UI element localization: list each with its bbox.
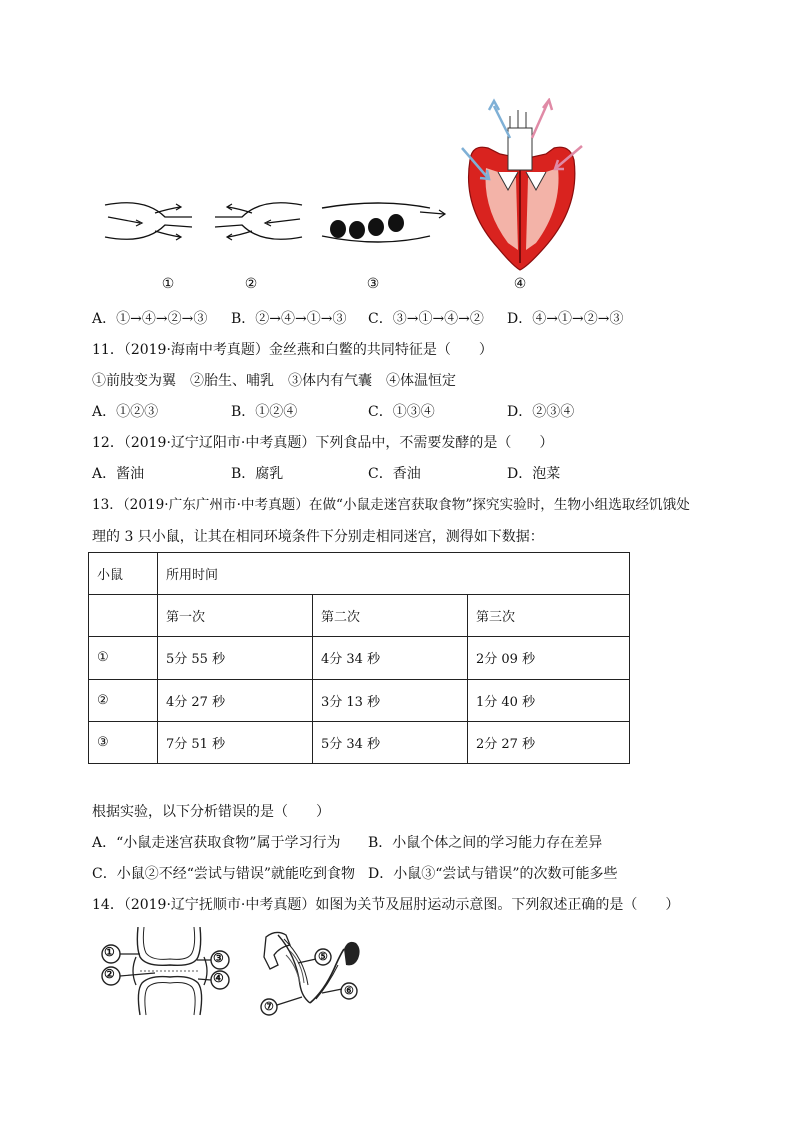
q11-option-a[interactable]: A．①②③ [92,404,159,420]
heart-diagram-4 [458,98,588,273]
q13-option-c[interactable]: C．小鼠②不经“尝试与错误”就能吃到食物 [92,866,356,882]
arm-label-5: ⑤ [318,950,328,963]
q13-option-d[interactable]: D．小鼠③“尝试与错误”的次数可能多些 [368,866,618,882]
q10-option-a[interactable]: A．①→④→②→③ [92,311,208,327]
figure-label-3: ③ [366,276,380,292]
table-header-row [89,553,630,595]
figure-label-2: ② [244,276,258,292]
q12-stem: 12．（2019·辽宁辽阳市·中考真题）下列食品中，不需要发酵的是（ ） [92,435,554,451]
arm-label-7: ⑦ [264,1000,274,1013]
table-row: ③ 7分 51 秒 5分 34 秒 2分 27 秒 [89,721,630,763]
q10-option-d[interactable]: D．④→①→②→③ [507,311,624,327]
q11-option-b[interactable]: B．①②④ [231,404,298,420]
q10-option-c[interactable]: C．③→①→④→② [368,311,484,327]
q14-stem: 14．（2019·辽宁抚顺市·中考真题）如图为关节及屈肘运动示意图。下列叙述正确的是（ ） [92,897,680,913]
q12-option-a[interactable]: A．酱油 [92,466,145,482]
q13-stem-line2: 理的 3 只小鼠，让其在相同环境条件下分别走相同迷宫，测得如下数据： [92,529,544,545]
capillary-diagram-3 [320,198,448,248]
q12-option-b[interactable]: B．腐乳 [231,466,284,482]
joint-label-3: ③ [213,951,224,965]
q11-stem: 11．（2019·海南中考真题）金丝燕和白鳖的共同特征是（ ） [92,342,493,358]
q13-question: 根据实验，以下分析错误的是（ ） [92,804,330,820]
q11-option-d[interactable]: D．②③④ [507,404,575,420]
figure-label-4: ④ [513,276,527,292]
flow-diagram-1 [100,195,195,250]
subheader-trial-2: 第二次 [313,595,468,637]
flow-diagram-2 [212,195,307,250]
subheader-trial-1: 第一次 [158,595,313,637]
q12-option-d[interactable]: D．泡菜 [507,466,561,482]
q12-option-c[interactable]: C．香油 [368,466,421,482]
q13-stem-line1: 13．（2019·广东广州市·中考真题）在做“小鼠走迷宫获取食物”探究实验时，生物小组选取经饥饿处 [92,497,690,513]
header-time: 所用时间 [158,553,630,595]
joint-label-1: ① [104,945,115,959]
header-mouse: 小鼠 [89,553,158,595]
q10-option-b[interactable]: B．②→④→①→③ [231,311,347,327]
q11-option-c[interactable]: C．①③④ [368,404,435,420]
maze-data-table [88,552,630,764]
table-subheader-row [89,595,630,637]
table-row: ① 5分 55 秒 4分 34 秒 2分 09 秒 [89,637,630,679]
table-row: ② 4分 27 秒 3分 13 秒 1分 40 秒 [89,679,630,721]
joint-label-2: ② [104,967,115,981]
figure-label-1: ① [161,276,175,292]
q13-option-a[interactable]: A．“小鼠走迷宫获取食物”属于学习行为 [92,835,341,851]
arm-label-6: ⑥ [344,984,354,997]
joint-label-4: ④ [213,971,224,985]
q13-option-b[interactable]: B．小鼠个体之间的学习能力存在差异 [368,835,603,851]
subheader-trial-3: 第三次 [468,595,630,637]
q11-features: ①前肢变为翼 ②胎生、哺乳 ③体内有气囊 ④体温恒定 [92,373,456,389]
